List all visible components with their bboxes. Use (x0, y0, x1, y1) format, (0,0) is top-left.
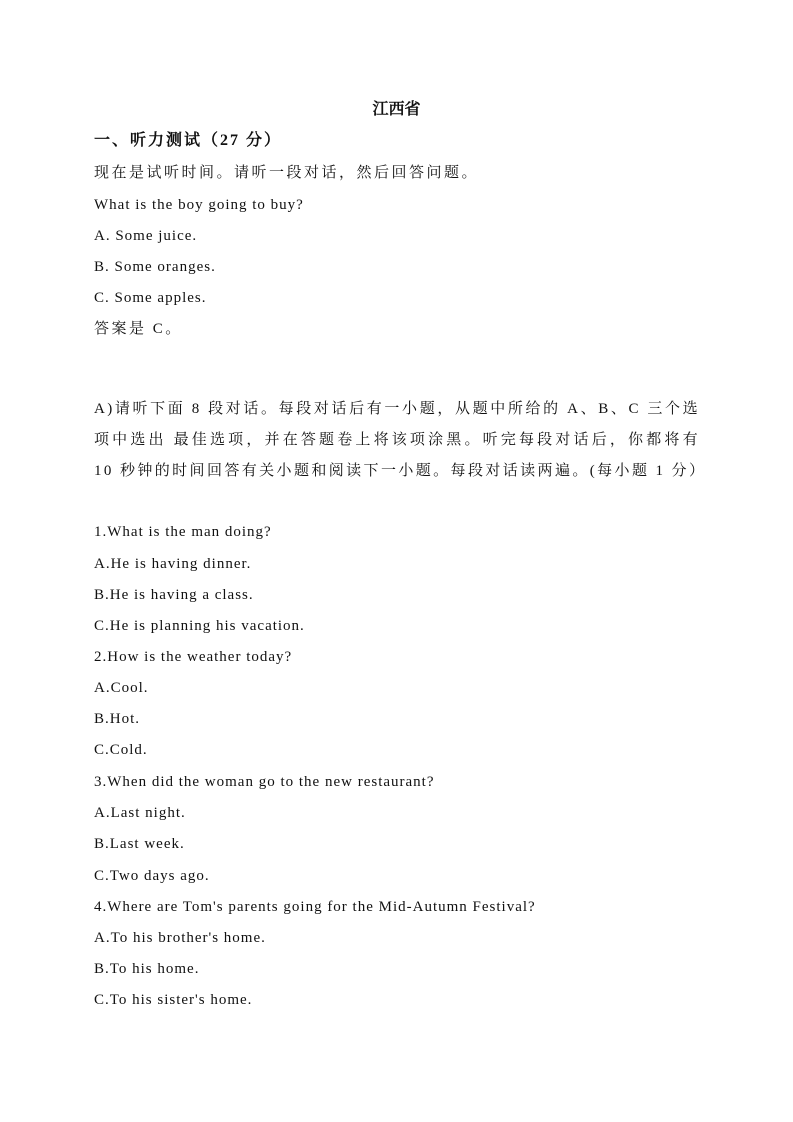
trial-option-a: A. Some juice. (94, 228, 198, 244)
question-4: 4.Where are Tom's parents going for the Mid-Autumn Festival? (94, 899, 536, 915)
question-1-option-b: B.He is having a class. (94, 587, 254, 603)
question-3-option-c: C.Two days ago. (94, 868, 210, 884)
question-4-option-b: B.To his home. (94, 961, 200, 977)
question-1: 1.What is the man doing? (94, 524, 272, 540)
part-a-instruction: A)请听下面 8 段对话。每段对话后有一小题，从题中所给的 A、B、C 三个选项中选出 最佳选项，并在答题卷上将该项涂黑。听完每段对话后，你都将有 10 秒钟的时间回答有关小题和阅读下一小题。每段对话读两遍。(每小题 1 分） (94, 401, 707, 479)
trial-option-c: C. Some apples. (94, 290, 207, 306)
page-title: 江西省 (372, 101, 421, 118)
trial-option-b: B. Some oranges. (94, 259, 216, 275)
question-2: 2.How is the weather today? (94, 649, 293, 665)
question-4-option-a: A.To his brother's home. (94, 930, 266, 946)
trial-intro: 现在是试听时间。请听一段对话，然后回答问题。 (94, 165, 480, 181)
trial-answer: 答案是 C。 (94, 321, 183, 337)
question-4-option-c: C.To his sister's home. (94, 992, 253, 1008)
question-1-option-c: C.He is planning his vacation. (94, 618, 305, 634)
question-2-option-a: A.Cool. (94, 680, 149, 696)
trial-question: What is the boy going to buy? (94, 197, 304, 213)
question-3-option-a: A.Last night. (94, 805, 186, 821)
section-heading: 一、听力测试（27 分） (94, 132, 283, 149)
question-2-option-b: B.Hot. (94, 711, 141, 727)
question-1-option-a: A.He is having dinner. (94, 556, 252, 572)
question-3: 3.When did the woman go to the new restaurant? (94, 774, 435, 790)
question-3-option-b: B.Last week. (94, 836, 185, 852)
question-2-option-c: C.Cold. (94, 742, 148, 758)
